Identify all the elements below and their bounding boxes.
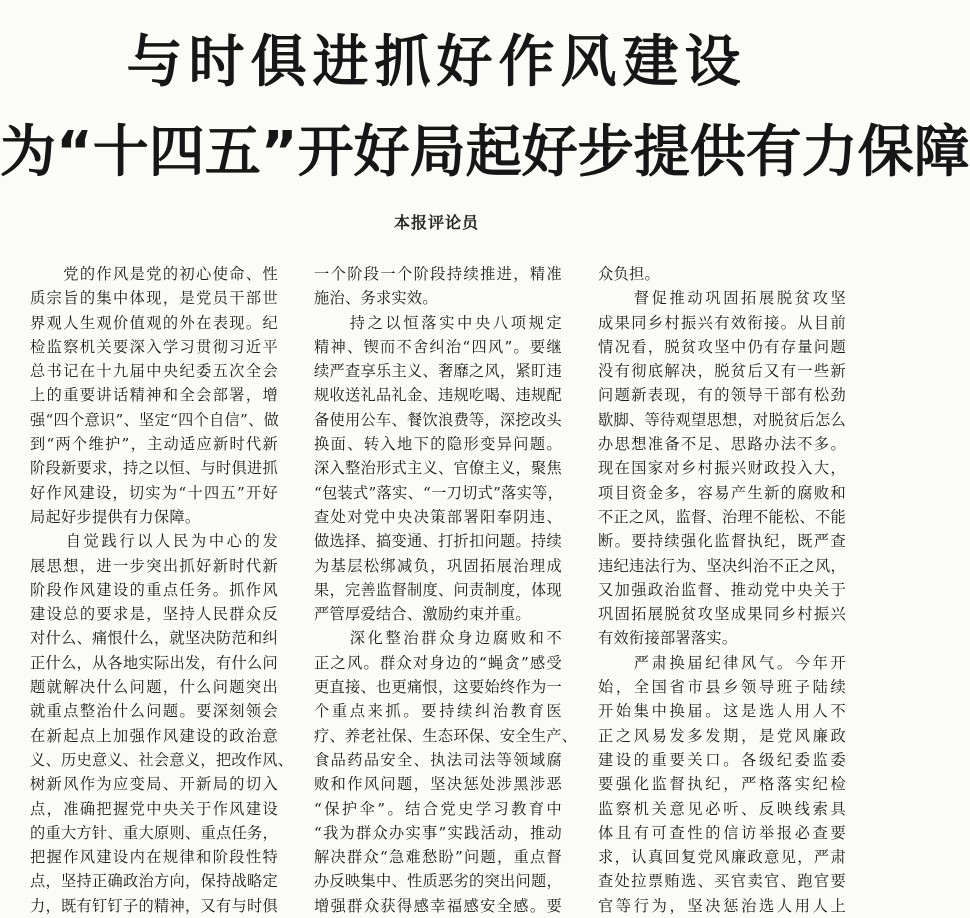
text-line: 严肃换届纪律风气。今年开 bbox=[598, 653, 846, 672]
text-line: “包装式”落实、“一刀切式”落实等， bbox=[314, 483, 564, 502]
text-line: 正什么，从各地实际出发，有什么问 bbox=[30, 653, 278, 672]
text-line: 力，既有钉钉子的精神，又有与时俱 bbox=[30, 896, 278, 915]
text-line: 情况看，脱贫攻坚中仍有存量问题 bbox=[598, 337, 846, 356]
text-line: 要强化监督执纪，严格落实纪检 bbox=[598, 775, 846, 794]
text-line: 食品药品安全、执法司法等领域腐 bbox=[314, 750, 562, 769]
text-line: 党的作风是党的初心使命、性 bbox=[30, 265, 278, 283]
text-line: 监察机关意见必听、反映线索具 bbox=[598, 799, 846, 818]
text-line: 查处对党中央决策部署阳奉阴违、 bbox=[314, 507, 562, 526]
article-column-2 bbox=[314, 262, 578, 915]
text-line: 持之以恒落实中央八项规定 bbox=[314, 313, 562, 332]
text-line: 始，全国省市县乡领导班子陆续 bbox=[598, 678, 846, 697]
text-line: 办反映集中、性质恶劣的突出问题， bbox=[314, 872, 562, 891]
text-line: 项目资金多，容易产生新的腐败和 bbox=[598, 483, 846, 502]
text-line: 查处拉票贿选、买官卖官、跑官要 bbox=[598, 872, 846, 891]
text-line: 不正之风，监督、治理不能松、不能 bbox=[598, 507, 846, 526]
text-line: 断。要持续强化监督执纪，既严查 bbox=[598, 532, 846, 551]
text-line: 果，完善监督制度、问责制度，体现 bbox=[314, 580, 562, 599]
text-line: 阶段新要求，持之以恒、与时俱进抓 bbox=[30, 459, 278, 478]
byline: 本报评论员 bbox=[393, 213, 479, 232]
text-line: 阶段作风建设的重点任务。抓作风 bbox=[30, 580, 278, 599]
text-line: 又加强政治监督、推动党中央关于 bbox=[598, 580, 846, 599]
text-line: 对什么、痛恨什么，就坚决防范和纠 bbox=[30, 629, 278, 648]
text-line: 续严查享乐主义、奢靡之风，紧盯违 bbox=[314, 362, 562, 381]
text-line: “我为群众办实事”实践活动，推动 bbox=[314, 823, 562, 842]
headline-line-1: 与时俱进抓好作风建设 bbox=[126, 30, 747, 95]
text-line: 歇脚、等待观望思想，对脱贫后怎么 bbox=[598, 410, 846, 429]
text-line: 建设总的要求是，坚持人民群众反 bbox=[30, 605, 278, 624]
text-line: 备使用公车、餐饮浪费等，深挖改头 bbox=[314, 410, 562, 429]
text-line: 有效衔接部署落实。 bbox=[598, 629, 738, 648]
text-line: 办思想准备不足、思路办法不多。 bbox=[598, 435, 846, 454]
text-line: 个重点来抓。要持续纠治教育医 bbox=[314, 702, 562, 721]
text-line: 精神、锲而不舍纠治“四风”。要继 bbox=[314, 337, 562, 356]
text-line: 质宗旨的集中体现，是党员干部世 bbox=[30, 289, 278, 308]
text-line: 自觉践行以人民为中心的发 bbox=[30, 532, 278, 551]
text-line: 点，准确把握党中央关于作风建设 bbox=[30, 799, 278, 818]
text-line: 规收送礼品礼金、违规吃喝、违规配 bbox=[314, 386, 562, 405]
text-line: 解决群众“急难愁盼”问题，重点督 bbox=[314, 848, 562, 867]
article-column-3 bbox=[598, 262, 846, 915]
text-line: 展思想，进一步突出抓好新时代新 bbox=[30, 556, 278, 575]
text-line: 做选择、搞变通、打折扣问题。持续 bbox=[314, 532, 562, 551]
headline-line-2: 为“十四五”开好局起好步提供有力保障 bbox=[0, 120, 970, 185]
text-line: 违纪违法行为、坚决纠治不正之风， bbox=[598, 556, 846, 575]
text-line: 成果同乡村振兴有效衔接。从目前 bbox=[598, 313, 846, 332]
text-line: 开始集中换届。这是选人用人不 bbox=[598, 702, 846, 721]
text-line: 众负担。 bbox=[598, 265, 660, 283]
text-line: 就重点整治什么问题。要深刻领会 bbox=[30, 702, 278, 721]
text-line: 题就解决什么问题，什么问题突出 bbox=[30, 678, 278, 697]
text-line: 一个阶段一个阶段持续推进，精准 bbox=[314, 265, 562, 283]
text-line: 更直接、也更痛恨，这要始终作为一 bbox=[314, 678, 562, 697]
text-line: 好作风建设，切实为“十四五”开好 bbox=[30, 483, 278, 502]
text-line: 施治、务求实效。 bbox=[314, 289, 438, 308]
text-line: 求，认真回复党风廉政意见，严肃 bbox=[598, 848, 846, 867]
text-line: 在新起点上加强作风建设的政治意 bbox=[30, 726, 278, 745]
text-line: 巩固拓展脱贫攻坚成果同乡村振兴 bbox=[598, 605, 846, 624]
text-line: 建设的重要关口。各级纪委监委 bbox=[598, 750, 846, 769]
text-line: 深入整治形式主义、官僚主义，聚焦 bbox=[314, 459, 562, 478]
text-line: 严管厚爱结合、激励约束并重。 bbox=[314, 605, 531, 624]
text-line: 体且有可查性的信访举报必查要 bbox=[598, 823, 846, 842]
text-line: 树新风作为应变局、开新局的切入 bbox=[30, 775, 278, 794]
text-line: 增强群众获得感幸福感安全感。要 bbox=[314, 896, 562, 915]
text-line: 现在国家对乡村振兴财政投入大， bbox=[598, 459, 846, 478]
text-line: “保护伞”。结合党史学习教育中 bbox=[314, 799, 562, 818]
text-line: 到“两个维护”，主动适应新时代新 bbox=[30, 435, 278, 454]
text-line: 败和作风问题，坚决惩处涉黑涉恶 bbox=[314, 775, 562, 794]
text-line: 义、历史意义、社会意义，把改作风、 bbox=[30, 750, 294, 769]
text-line: 换面、转入地下的隐形变异问题。 bbox=[314, 435, 562, 454]
text-line: 局起好步提供有力保障。 bbox=[30, 507, 201, 526]
text-line: 疗、养老社保、生态环保、安全生产、 bbox=[314, 726, 578, 745]
text-line: 界观人生观价值观的外在表现。纪 bbox=[30, 313, 278, 332]
text-line: 把握作风建设内在规律和阶段性特 bbox=[30, 848, 278, 867]
text-line: 正之风易发多发期，是党风廉政 bbox=[598, 726, 846, 745]
text-line: 上的重要讲话精神和全会部署，增 bbox=[30, 386, 278, 405]
article-column-1 bbox=[30, 262, 294, 915]
text-line: 没有彻底解决，脱贫后又有一些新 bbox=[598, 362, 846, 381]
text-line: 点，坚持正确政治方向，保持战略定 bbox=[30, 872, 278, 891]
text-line: 为基层松绑减负，巩固拓展治理成 bbox=[314, 556, 562, 575]
text-line: 正之风。群众对身边的“蝇贪”感受 bbox=[314, 653, 562, 672]
text-line: 问题新表现，有的领导干部有松劲 bbox=[598, 386, 846, 405]
text-line: 检监察机关要深入学习贯彻习近平 bbox=[30, 337, 278, 356]
text-line: 总书记在十九届中央纪委五次全会 bbox=[30, 362, 278, 381]
text-line: 强“四个意识”、坚定“四个自信”、做 bbox=[30, 410, 280, 429]
text-line: 官等行为，坚决惩治选人用人上 bbox=[598, 896, 846, 915]
text-line: 深化整治群众身边腐败和不 bbox=[314, 629, 562, 648]
text-line: 的重大方针、重大原则、重点任务， bbox=[30, 823, 278, 842]
text-line: 督促推动巩固拓展脱贫攻坚 bbox=[598, 289, 846, 308]
